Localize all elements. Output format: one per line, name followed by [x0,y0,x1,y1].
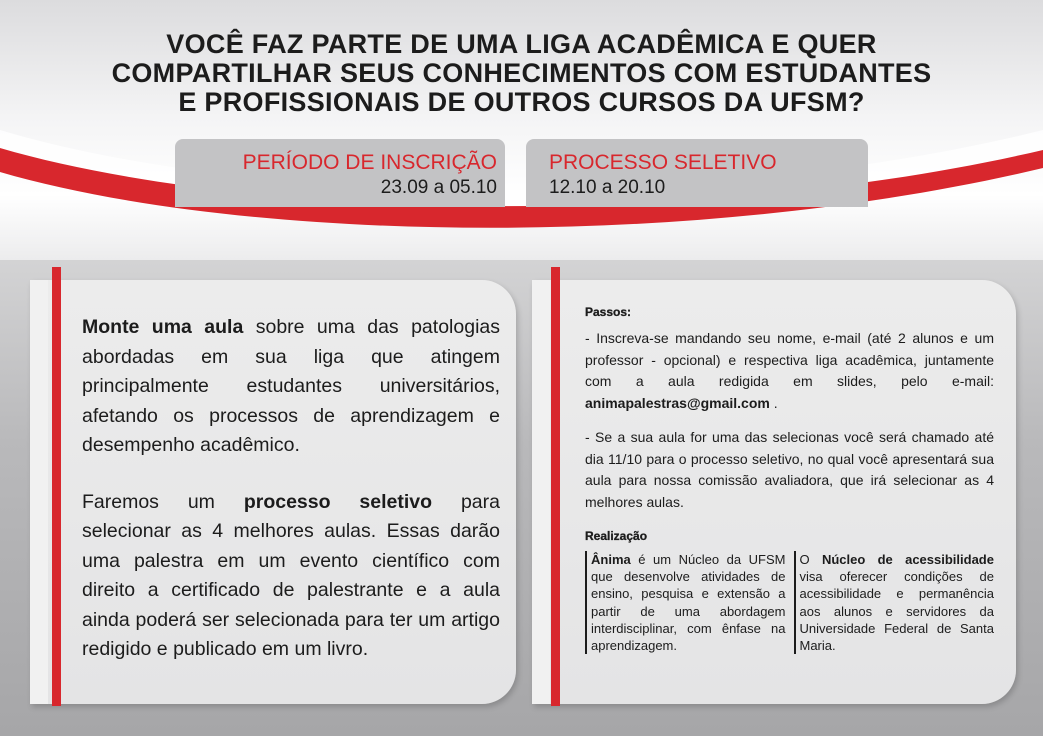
right-panel-content [585,305,994,654]
right-red-bar [551,267,560,706]
headline-line-3: E PROFISSIONAIS DE OUTROS CURSOS DA UFSM? [178,87,865,117]
nucleo-name: Núcleo de acessibilidade [821,552,994,567]
intro-text: sobre uma das patologias abordadas em sua liga que atingem principalmente estudantes universitários, afetando os processos de aprendizagem e desempenho acadêmico. [82,316,500,456]
right-panel-edge [532,280,550,704]
headline-line-2: COMPARTILHAR SEUS CONHECIMENTOS COM ESTUDANTES [111,58,932,88]
step-2: - Se a sua aula for uma das selecionas você será chamado até dia 11/10 para o processo seletivo, no qual você apresentará sua aula para nossa comissão avaliadora, que irá selecionar as 4 melhores aulas. [585,429,994,510]
left-panel-edge [30,280,48,704]
inscricao-period-box [175,139,505,207]
seletivo-dates: 12.10 a 20.10 [549,177,666,198]
nucleo-description [794,551,995,654]
headline-line-1: VOCÊ FAZ PARTE DE UMA LIGA ACADÊMICA E QUER [166,29,877,59]
selection-text: para selecionar as 4 melhores aulas. Essas darão uma palestra em um evento científico com direito a certificado de palestrante e a aula ainda poderá ser selecionada para ter um artigo redigido e publicado em um livro. [82,490,500,660]
red-swoosh-shape [0,148,1043,228]
seletivo-title: PROCESSO SELETIVO [549,151,777,174]
anima-name: Ânima [591,552,631,567]
step-1-text: - Inscreva-se mandando seu nome, e-mail (até 2 alunos e um professor - opcional) e respectiva liga acadêmica, juntamente com a aula redigida em slides, pelo e-mail: [585,330,994,389]
contact-email: animapalestras@gmail.com [585,394,770,411]
seletivo-period-box [526,139,868,207]
organizers-row [585,551,994,654]
processo-seletivo-bold: processo seletivo [243,490,433,513]
realizacao-heading: Realização [585,529,648,543]
left-red-bar [52,267,61,706]
selection-start: Faremos um [82,490,244,513]
passos-heading: Passos: [585,305,632,319]
selection-paragraph [82,488,500,665]
intro-paragraph [82,313,500,461]
step-1-end: . [769,394,778,411]
nucleo-start: O [799,552,822,567]
nucleo-text: visa oferecer condições de acessibilidade e permanência aos alunos e servidores da Universidade Federal de Santa Maria. [799,569,994,654]
step-1 [585,328,994,414]
main-headline [60,30,983,117]
anima-text: é um Núcleo da UFSM que desenvolve atividades de ensino, pesquisa e extensão a partir de uma abordagem interdisciplinar, com ênfase na aprendizagem. [591,552,786,654]
anima-description [585,551,786,654]
inscricao-title: PERÍODO DE INSCRIÇÃO [242,151,497,174]
monte-aula-bold: Monte uma aula [82,316,244,338]
left-panel-text [82,313,500,665]
inscricao-dates: 23.09 a 05.10 [380,177,497,198]
